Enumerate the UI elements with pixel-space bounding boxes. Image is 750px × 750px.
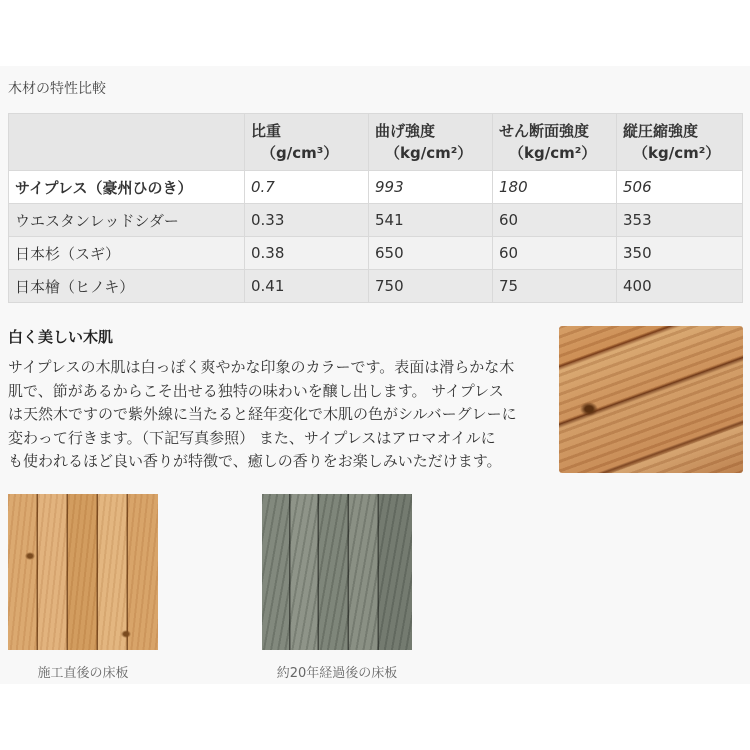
table-row [9,237,743,270]
table-cell: 0.41 [245,270,369,303]
wood-name-cell: 日本杉（スギ） [9,237,245,270]
table-cell: 0.38 [245,237,369,270]
wood-name-cell: 日本檜（ヒノキ） [9,270,245,303]
header-specific-gravity [245,114,369,171]
header-label: せん断面強度 [499,122,590,140]
header-compression-strength [617,114,743,171]
table-row [9,171,743,204]
wood-properties-table [8,113,743,303]
header-unit: （g/cm³） [261,144,339,162]
table-cell: 353 [617,204,743,237]
header-unit: （kg/cm²） [385,144,473,162]
wood-name-cell: ウエスタンレッドシダー [9,204,245,237]
header-unit: （kg/cm²） [633,144,721,162]
table-cell: 0.7 [245,171,369,204]
section-title: 白く美しい木肌 [8,328,114,346]
header-shear-strength [493,114,617,171]
header-unit: （kg/cm²） [509,144,597,162]
header-label: 曲げ強度 [375,122,436,140]
new-floor-photo [8,494,158,650]
table-cell: 0.33 [245,204,369,237]
table-cell: 180 [493,171,617,204]
table-cell: 541 [369,204,493,237]
table-row [9,270,743,303]
aged-floor-photo [262,494,412,650]
section-body: サイプレスの木肌は白っぽく爽やかな印象のカラーです。表面は滑らかな木 肌で、節があるからこそ出せる独特の味わいを醸し出します。 サイプレス は天然木ですので紫外線に当たると経年変化で木肌の色がシルバーグレーに 変わって行きます。（下記写真参照） また、サイプレスはアロマオイルに も使われるほど良い香りが特徴で、癒しの香りをお楽しみいただけます。 [8,358,517,470]
header-bending-strength [369,114,493,171]
cypress-surface-photo [559,326,743,473]
header-label: 縦圧縮強度 [623,122,699,140]
table-caption: 木材の特性比較 [8,81,106,97]
table-cell: 60 [493,204,617,237]
table-cell: 75 [493,270,617,303]
table-header-row [9,114,743,171]
table-row [9,204,743,237]
table-cell: 350 [617,237,743,270]
new-floor-caption: 施工直後の床板 [37,666,129,681]
table-cell: 993 [369,171,493,204]
table-cell: 506 [617,171,743,204]
table-cell: 400 [617,270,743,303]
table-cell: 650 [369,237,493,270]
header-label: 比重 [251,122,282,140]
wood-name-cell: サイプレス（豪州ひのき） [9,171,245,204]
header-blank [9,114,245,171]
table-cell: 750 [369,270,493,303]
table-cell: 60 [493,237,617,270]
aged-floor-caption: 約20年経過後の床板 [276,666,398,681]
